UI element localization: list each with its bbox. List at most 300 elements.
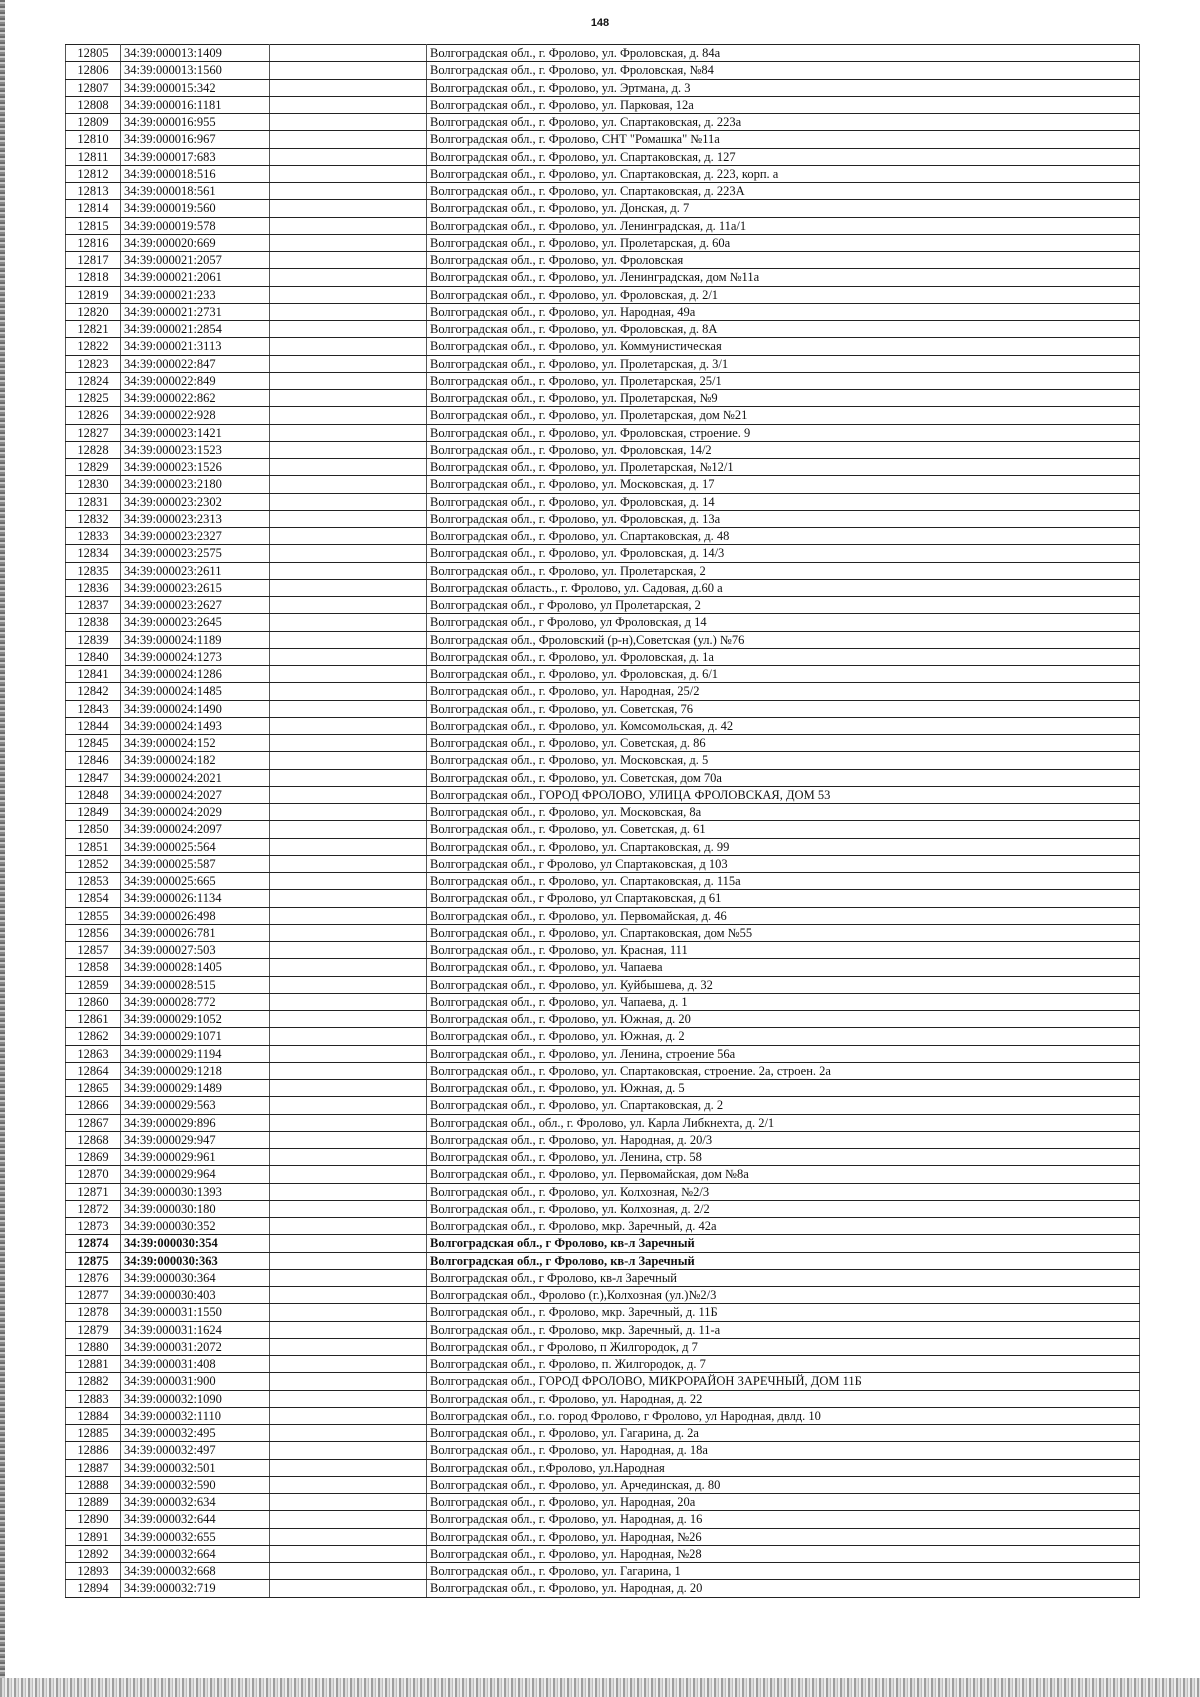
empty-cell bbox=[270, 1373, 427, 1390]
row-number-cell: 12854 bbox=[66, 890, 121, 907]
empty-cell bbox=[270, 1390, 427, 1407]
table-row bbox=[66, 752, 1140, 769]
table-row bbox=[66, 1442, 1140, 1459]
row-number-cell: 12830 bbox=[66, 476, 121, 493]
table-row bbox=[66, 234, 1140, 251]
row-number-cell: 12883 bbox=[66, 1390, 121, 1407]
cadastral-number-cell: 34:39:000030:354 bbox=[121, 1235, 270, 1252]
address-cell: Волгоградская обл., г. Фролово, ул. Фроловская, строение. 9 bbox=[427, 424, 1140, 441]
empty-cell bbox=[270, 942, 427, 959]
empty-cell bbox=[270, 976, 427, 993]
row-number-cell: 12823 bbox=[66, 355, 121, 372]
address-cell: Волгоградская обл., г. Фролово, ул. Ленина, стр. 58 bbox=[427, 1149, 1140, 1166]
empty-cell bbox=[270, 1476, 427, 1493]
cadastral-number-cell: 34:39:000028:515 bbox=[121, 976, 270, 993]
row-number-cell: 12849 bbox=[66, 804, 121, 821]
row-number-cell: 12818 bbox=[66, 269, 121, 286]
cadastral-number-cell: 34:39:000026:498 bbox=[121, 907, 270, 924]
empty-cell bbox=[270, 1545, 427, 1562]
cadastral-number-cell: 34:39:000029:947 bbox=[121, 1131, 270, 1148]
empty-cell bbox=[270, 1338, 427, 1355]
table-row bbox=[66, 459, 1140, 476]
row-number-cell: 12891 bbox=[66, 1528, 121, 1545]
empty-cell bbox=[270, 1183, 427, 1200]
row-number-cell: 12853 bbox=[66, 873, 121, 890]
row-number-cell: 12868 bbox=[66, 1131, 121, 1148]
table-row bbox=[66, 700, 1140, 717]
address-cell: Волгоградская обл., г. Фролово, ул. Спартаковская, д. 223А bbox=[427, 183, 1140, 200]
address-cell: Волгоградская обл., г. Фролово, ул. Чапаева bbox=[427, 959, 1140, 976]
cadastral-number-cell: 34:39:000016:1181 bbox=[121, 96, 270, 113]
table-row bbox=[66, 666, 1140, 683]
row-number-cell: 12881 bbox=[66, 1356, 121, 1373]
address-cell: Волгоградская обл., г. Фролово, ул. Пролетарская, №9 bbox=[427, 390, 1140, 407]
cadastral-number-cell: 34:39:000032:634 bbox=[121, 1494, 270, 1511]
address-cell: Волгоградская обл., г. Фролово, ул. Гагарина, д. 2а bbox=[427, 1425, 1140, 1442]
empty-cell bbox=[270, 372, 427, 389]
row-number-cell: 12806 bbox=[66, 62, 121, 79]
address-cell: Волгоградская обл., г. Фролово, ул. Парковая, 12а bbox=[427, 96, 1140, 113]
row-number-cell: 12880 bbox=[66, 1338, 121, 1355]
table-row bbox=[66, 200, 1140, 217]
address-cell: Волгоградская обл., г. Фролово, ул. Ленинградская, дом №11а bbox=[427, 269, 1140, 286]
address-cell: Волгоградская обл., г. Фролово, ул. Гагарина, 1 bbox=[427, 1563, 1140, 1580]
empty-cell bbox=[270, 1080, 427, 1097]
empty-cell bbox=[270, 79, 427, 96]
address-cell: Волгоградская обл., г.о. город Фролово, г Фролово, ул Народная, двлд. 10 bbox=[427, 1407, 1140, 1424]
cadastral-number-cell: 34:39:000029:961 bbox=[121, 1149, 270, 1166]
row-number-cell: 12851 bbox=[66, 838, 121, 855]
cadastral-number-cell: 34:39:000031:1624 bbox=[121, 1321, 270, 1338]
row-number-cell: 12890 bbox=[66, 1511, 121, 1528]
table-row bbox=[66, 597, 1140, 614]
table-row bbox=[66, 355, 1140, 372]
table-row bbox=[66, 114, 1140, 131]
table-row bbox=[66, 528, 1140, 545]
row-number-cell: 12852 bbox=[66, 855, 121, 872]
cadastral-number-cell: 34:39:000032:501 bbox=[121, 1459, 270, 1476]
empty-cell bbox=[270, 786, 427, 803]
cadastral-number-cell: 34:39:000024:2027 bbox=[121, 786, 270, 803]
address-cell: Волгоградская обл., г. Фролово, ул. Пролетарская, д. 60а bbox=[427, 234, 1140, 251]
address-cell: Волгоградская обл., г. Фролово, ул. Спартаковская, д. 2 bbox=[427, 1097, 1140, 1114]
table-row bbox=[66, 648, 1140, 665]
registry-table-body bbox=[66, 45, 1140, 1598]
address-cell: Волгоградская обл., г.Фролово, ул.Народная bbox=[427, 1459, 1140, 1476]
cadastral-number-cell: 34:39:000015:342 bbox=[121, 79, 270, 96]
cadastral-number-cell: 34:39:000013:1409 bbox=[121, 45, 270, 62]
address-cell: Волгоградская обл., г. Фролово, мкр. Заречный, д. 42а bbox=[427, 1218, 1140, 1235]
table-row bbox=[66, 1200, 1140, 1217]
row-number-cell: 12844 bbox=[66, 717, 121, 734]
cadastral-number-cell: 34:39:000013:1560 bbox=[121, 62, 270, 79]
row-number-cell: 12840 bbox=[66, 648, 121, 665]
cadastral-number-cell: 34:39:000025:564 bbox=[121, 838, 270, 855]
table-row bbox=[66, 735, 1140, 752]
address-cell: Волгоградская обл., ГОРОД ФРОЛОВО, УЛИЦА ФРОЛОВСКАЯ, ДОМ 53 bbox=[427, 786, 1140, 803]
address-cell: Волгоградская обл., г. Фролово, ул. Фроловская, д. 84а bbox=[427, 45, 1140, 62]
empty-cell bbox=[270, 597, 427, 614]
table-row bbox=[66, 390, 1140, 407]
address-cell: Волгоградская обл., г. Фролово, ул. Пролетарская, дом №21 bbox=[427, 407, 1140, 424]
address-cell: Волгоградская обл., г Фролово, ул Спартаковская, д 61 bbox=[427, 890, 1140, 907]
empty-cell bbox=[270, 1062, 427, 1079]
cadastral-number-cell: 34:39:000032:719 bbox=[121, 1580, 270, 1597]
address-cell: Волгоградская обл., г. Фролово, ул. Народная, д. 22 bbox=[427, 1390, 1140, 1407]
table-row bbox=[66, 1476, 1140, 1493]
address-cell: Волгоградская обл., г. Фролово, ул. Пролетарская, 25/1 bbox=[427, 372, 1140, 389]
cadastral-number-cell: 34:39:000019:560 bbox=[121, 200, 270, 217]
address-cell: Волгоградская обл., г. Фролово, ул. Фроловская, д. 14/3 bbox=[427, 545, 1140, 562]
empty-cell bbox=[270, 286, 427, 303]
row-number-cell: 12876 bbox=[66, 1269, 121, 1286]
cadastral-number-cell: 34:39:000024:1485 bbox=[121, 683, 270, 700]
table-row bbox=[66, 1097, 1140, 1114]
empty-cell bbox=[270, 148, 427, 165]
address-cell: Волгоградская обл., г. Фролово, ул. Фроловская, д. 1а bbox=[427, 648, 1140, 665]
table-row bbox=[66, 1459, 1140, 1476]
row-number-cell: 12885 bbox=[66, 1425, 121, 1442]
table-row bbox=[66, 183, 1140, 200]
address-cell: Волгоградская обл., г. Фролово, ул. Первомайская, д. 46 bbox=[427, 907, 1140, 924]
row-number-cell: 12848 bbox=[66, 786, 121, 803]
empty-cell bbox=[270, 1166, 427, 1183]
table-row bbox=[66, 252, 1140, 269]
empty-cell bbox=[270, 683, 427, 700]
address-cell: Волгоградская обл., г. Фролово, ул. Первомайская, дом №8а bbox=[427, 1166, 1140, 1183]
table-row bbox=[66, 424, 1140, 441]
cadastral-number-cell: 34:39:000025:665 bbox=[121, 873, 270, 890]
empty-cell bbox=[270, 890, 427, 907]
row-number-cell: 12873 bbox=[66, 1218, 121, 1235]
table-row bbox=[66, 1580, 1140, 1597]
cadastral-number-cell: 34:39:000025:587 bbox=[121, 855, 270, 872]
row-number-cell: 12809 bbox=[66, 114, 121, 131]
address-cell: Волгоградская обл., г Фролово, кв-л Заречный bbox=[427, 1235, 1140, 1252]
empty-cell bbox=[270, 165, 427, 182]
cadastral-number-cell: 34:39:000017:683 bbox=[121, 148, 270, 165]
row-number-cell: 12886 bbox=[66, 1442, 121, 1459]
empty-cell bbox=[270, 252, 427, 269]
address-cell: Волгоградская обл., г. Фролово, ул. Чапаева, д. 1 bbox=[427, 993, 1140, 1010]
address-cell: Волгоградская обл., г. Фролово, ул. Спартаковская, д. 223, корп. а bbox=[427, 165, 1140, 182]
address-cell: Волгоградская обл., г. Фролово, ул. Народная, д. 18а bbox=[427, 1442, 1140, 1459]
table-row bbox=[66, 1563, 1140, 1580]
cadastral-number-cell: 34:39:000023:2575 bbox=[121, 545, 270, 562]
address-cell: Волгоградская обл., г. Фролово, мкр. Заречный, д. 11Б bbox=[427, 1304, 1140, 1321]
address-cell: Волгоградская обл., г. Фролово, ул. Народная, д. 20/3 bbox=[427, 1131, 1140, 1148]
empty-cell bbox=[270, 1028, 427, 1045]
row-number-cell: 12874 bbox=[66, 1235, 121, 1252]
empty-cell bbox=[270, 234, 427, 251]
address-cell: Волгоградская обл., г. Фролово, ул. Спартаковская, д. 127 bbox=[427, 148, 1140, 165]
table-row bbox=[66, 717, 1140, 734]
table-row bbox=[66, 131, 1140, 148]
cadastral-number-cell: 34:39:000023:2611 bbox=[121, 562, 270, 579]
empty-cell bbox=[270, 993, 427, 1010]
table-row bbox=[66, 838, 1140, 855]
cadastral-number-cell: 34:39:000029:563 bbox=[121, 1097, 270, 1114]
address-cell: Волгоградская обл., г. Фролово, ул. Пролетарская, д. 3/1 bbox=[427, 355, 1140, 372]
empty-cell bbox=[270, 493, 427, 510]
row-number-cell: 12837 bbox=[66, 597, 121, 614]
row-number-cell: 12825 bbox=[66, 390, 121, 407]
table-row bbox=[66, 1545, 1140, 1562]
address-cell: Волгоградская область., г. Фролово, ул. Садовая, д.60 а bbox=[427, 579, 1140, 596]
address-cell: Волгоградская обл., г. Фролово, ул. Фроловская, д. 2/1 bbox=[427, 286, 1140, 303]
table-row bbox=[66, 562, 1140, 579]
empty-cell bbox=[270, 804, 427, 821]
row-number-cell: 12877 bbox=[66, 1287, 121, 1304]
cadastral-number-cell: 34:39:000023:2180 bbox=[121, 476, 270, 493]
empty-cell bbox=[270, 441, 427, 458]
cadastral-number-cell: 34:39:000031:2072 bbox=[121, 1338, 270, 1355]
cadastral-number-cell: 34:39:000024:182 bbox=[121, 752, 270, 769]
empty-cell bbox=[270, 855, 427, 872]
address-cell: Волгоградская обл., г. Фролово, ул. Южная, д. 2 bbox=[427, 1028, 1140, 1045]
cadastral-number-cell: 34:39:000023:2313 bbox=[121, 510, 270, 527]
table-row bbox=[66, 476, 1140, 493]
cadastral-number-cell: 34:39:000029:1489 bbox=[121, 1080, 270, 1097]
cadastral-number-cell: 34:39:000019:578 bbox=[121, 217, 270, 234]
empty-cell bbox=[270, 338, 427, 355]
row-number-cell: 12817 bbox=[66, 252, 121, 269]
table-row bbox=[66, 148, 1140, 165]
table-row bbox=[66, 1166, 1140, 1183]
empty-cell bbox=[270, 183, 427, 200]
row-number-cell: 12813 bbox=[66, 183, 121, 200]
table-row bbox=[66, 976, 1140, 993]
cadastral-number-cell: 34:39:000020:669 bbox=[121, 234, 270, 251]
table-row bbox=[66, 338, 1140, 355]
row-number-cell: 12855 bbox=[66, 907, 121, 924]
empty-cell bbox=[270, 1528, 427, 1545]
row-number-cell: 12841 bbox=[66, 666, 121, 683]
address-cell: Волгоградская обл., г. Фролово, ул. Ленинградская, д. 11а/1 bbox=[427, 217, 1140, 234]
table-row bbox=[66, 1356, 1140, 1373]
address-cell: Волгоградская обл., г. Фролово, ул. Народная, 25/2 bbox=[427, 683, 1140, 700]
row-number-cell: 12847 bbox=[66, 769, 121, 786]
address-cell: Волгоградская обл., г. Фролово, ул. Донская, д. 7 bbox=[427, 200, 1140, 217]
row-number-cell: 12815 bbox=[66, 217, 121, 234]
table-row bbox=[66, 1373, 1140, 1390]
row-number-cell: 12831 bbox=[66, 493, 121, 510]
address-cell: Волгоградская обл., г. Фролово, ул. Ленина, строение 56а bbox=[427, 1045, 1140, 1062]
cadastral-number-cell: 34:39:000021:2854 bbox=[121, 321, 270, 338]
empty-cell bbox=[270, 1200, 427, 1217]
address-cell: Волгоградская обл., г. Фролово, ул. Народная, д. 20 bbox=[427, 1580, 1140, 1597]
row-number-cell: 12887 bbox=[66, 1459, 121, 1476]
table-row bbox=[66, 1080, 1140, 1097]
row-number-cell: 12857 bbox=[66, 942, 121, 959]
address-cell: Волгоградская обл., г. Фролово, СНТ "Ромашка" №11а bbox=[427, 131, 1140, 148]
address-cell: Волгоградская обл., г Фролово, ул Пролетарская, 2 bbox=[427, 597, 1140, 614]
empty-cell bbox=[270, 528, 427, 545]
row-number-cell: 12882 bbox=[66, 1373, 121, 1390]
row-number-cell: 12893 bbox=[66, 1563, 121, 1580]
table-row bbox=[66, 614, 1140, 631]
empty-cell bbox=[270, 1407, 427, 1424]
row-number-cell: 12839 bbox=[66, 631, 121, 648]
cadastral-number-cell: 34:39:000030:180 bbox=[121, 1200, 270, 1217]
cadastral-number-cell: 34:39:000021:233 bbox=[121, 286, 270, 303]
address-cell: Волгоградская обл., г. Фролово, ул. Фроловская, д. 14 bbox=[427, 493, 1140, 510]
table-row bbox=[66, 1269, 1140, 1286]
address-cell: Волгоградская обл., г. Фролово, ул. Фроловская, д. 6/1 bbox=[427, 666, 1140, 683]
cadastral-number-cell: 34:39:000021:3113 bbox=[121, 338, 270, 355]
table-row bbox=[66, 1304, 1140, 1321]
table-row bbox=[66, 510, 1140, 527]
empty-cell bbox=[270, 907, 427, 924]
address-cell: Волгоградская обл., г. Фролово, ул. Комсомольская, д. 42 bbox=[427, 717, 1140, 734]
empty-cell bbox=[270, 1114, 427, 1131]
cadastral-number-cell: 34:39:000028:1405 bbox=[121, 959, 270, 976]
row-number-cell: 12871 bbox=[66, 1183, 121, 1200]
empty-cell bbox=[270, 700, 427, 717]
cadastral-number-cell: 34:39:000023:1421 bbox=[121, 424, 270, 441]
cadastral-number-cell: 34:39:000022:849 bbox=[121, 372, 270, 389]
row-number-cell: 12834 bbox=[66, 545, 121, 562]
row-number-cell: 12819 bbox=[66, 286, 121, 303]
address-cell: Волгоградская обл., г. Фролово, ул. Спартаковская, дом №55 bbox=[427, 924, 1140, 941]
address-cell: Волгоградская обл., г. Фролово, ул. Московская, 8а bbox=[427, 804, 1140, 821]
row-number-cell: 12843 bbox=[66, 700, 121, 717]
row-number-cell: 12832 bbox=[66, 510, 121, 527]
row-number-cell: 12829 bbox=[66, 459, 121, 476]
empty-cell bbox=[270, 1442, 427, 1459]
registry-table bbox=[65, 44, 1140, 1598]
cadastral-number-cell: 34:39:000024:1286 bbox=[121, 666, 270, 683]
row-number-cell: 12894 bbox=[66, 1580, 121, 1597]
table-row bbox=[66, 1235, 1140, 1252]
address-cell: Волгоградская обл., г. Фролово, ул. Народная, №28 bbox=[427, 1545, 1140, 1562]
row-number-cell: 12869 bbox=[66, 1149, 121, 1166]
address-cell: Волгоградская обл., г. Фролово, ул. Фроловская, д. 8А bbox=[427, 321, 1140, 338]
cadastral-number-cell: 34:39:000030:403 bbox=[121, 1287, 270, 1304]
cadastral-number-cell: 34:39:000018:561 bbox=[121, 183, 270, 200]
empty-cell bbox=[270, 1563, 427, 1580]
address-cell: Волгоградская обл., г Фролово, ул Спартаковская, д 103 bbox=[427, 855, 1140, 872]
empty-cell bbox=[270, 1235, 427, 1252]
cadastral-number-cell: 34:39:000029:896 bbox=[121, 1114, 270, 1131]
row-number-cell: 12811 bbox=[66, 148, 121, 165]
cadastral-number-cell: 34:39:000024:2021 bbox=[121, 769, 270, 786]
cadastral-number-cell: 34:39:000016:955 bbox=[121, 114, 270, 131]
row-number-cell: 12828 bbox=[66, 441, 121, 458]
row-number-cell: 12862 bbox=[66, 1028, 121, 1045]
row-number-cell: 12884 bbox=[66, 1407, 121, 1424]
empty-cell bbox=[270, 1494, 427, 1511]
table-row bbox=[66, 1321, 1140, 1338]
table-row bbox=[66, 786, 1140, 803]
row-number-cell: 12863 bbox=[66, 1045, 121, 1062]
cadastral-number-cell: 34:39:000024:2029 bbox=[121, 804, 270, 821]
row-number-cell: 12827 bbox=[66, 424, 121, 441]
table-row bbox=[66, 942, 1140, 959]
cadastral-number-cell: 34:39:000032:655 bbox=[121, 1528, 270, 1545]
table-row bbox=[66, 1390, 1140, 1407]
empty-cell bbox=[270, 752, 427, 769]
address-cell: Волгоградская обл., г. Фролово, ул. Народная, №26 bbox=[427, 1528, 1140, 1545]
table-row bbox=[66, 96, 1140, 113]
address-cell: Волгоградская обл., г Фролово, п Жилгородок, д 7 bbox=[427, 1338, 1140, 1355]
row-number-cell: 12889 bbox=[66, 1494, 121, 1511]
empty-cell bbox=[270, 96, 427, 113]
address-cell: Волгоградская обл., г. Фролово, ул. Московская, д. 5 bbox=[427, 752, 1140, 769]
row-number-cell: 12821 bbox=[66, 321, 121, 338]
address-cell: Волгоградская обл., г. Фролово, ул. Советская, д. 86 bbox=[427, 735, 1140, 752]
address-cell: Волгоградская обл., г Фролово, кв-л Заречный bbox=[427, 1252, 1140, 1269]
table-row bbox=[66, 1149, 1140, 1166]
address-cell: Волгоградская обл., г. Фролово, ул. Колхозная, №2/3 bbox=[427, 1183, 1140, 1200]
address-cell: Волгоградская обл., г. Фролово, ул. Московская, д. 17 bbox=[427, 476, 1140, 493]
address-cell: Волгоградская обл., г. Фролово, ул. Фроловская bbox=[427, 252, 1140, 269]
row-number-cell: 12859 bbox=[66, 976, 121, 993]
table-row bbox=[66, 1114, 1140, 1131]
table-row bbox=[66, 269, 1140, 286]
cadastral-number-cell: 34:39:000023:1523 bbox=[121, 441, 270, 458]
cadastral-number-cell: 34:39:000032:664 bbox=[121, 1545, 270, 1562]
address-cell: Волгоградская обл., г. Фролово, ул. Советская, д. 61 bbox=[427, 821, 1140, 838]
address-cell: Волгоградская обл., г. Фролово, п. Жилгородок, д. 7 bbox=[427, 1356, 1140, 1373]
empty-cell bbox=[270, 648, 427, 665]
address-cell: Волгоградская обл., Фролово (г.),Колхозная (ул.)№2/3 bbox=[427, 1287, 1140, 1304]
address-cell: Волгоградская обл., г. Фролово, ул. Спартаковская, д. 99 bbox=[427, 838, 1140, 855]
address-cell: Волгоградская обл., г. Фролово, ул. Колхозная, д. 2/2 bbox=[427, 1200, 1140, 1217]
empty-cell bbox=[270, 1011, 427, 1028]
cadastral-number-cell: 34:39:000022:862 bbox=[121, 390, 270, 407]
empty-cell bbox=[270, 1097, 427, 1114]
empty-cell bbox=[270, 303, 427, 320]
row-number-cell: 12861 bbox=[66, 1011, 121, 1028]
row-number-cell: 12867 bbox=[66, 1114, 121, 1131]
row-number-cell: 12824 bbox=[66, 372, 121, 389]
empty-cell bbox=[270, 614, 427, 631]
empty-cell bbox=[270, 355, 427, 372]
cadastral-number-cell: 34:39:000029:964 bbox=[121, 1166, 270, 1183]
address-cell: Волгоградская обл., г Фролово, ул Фроловская, д 14 bbox=[427, 614, 1140, 631]
address-cell: Волгоградская обл., г. Фролово, ул. Пролетарская, 2 bbox=[427, 562, 1140, 579]
cadastral-number-cell: 34:39:000024:1273 bbox=[121, 648, 270, 665]
cadastral-number-cell: 34:39:000023:2627 bbox=[121, 597, 270, 614]
table-row bbox=[66, 1511, 1140, 1528]
empty-cell bbox=[270, 1131, 427, 1148]
cadastral-number-cell: 34:39:000032:1090 bbox=[121, 1390, 270, 1407]
empty-cell bbox=[270, 1425, 427, 1442]
empty-cell bbox=[270, 631, 427, 648]
empty-cell bbox=[270, 562, 427, 579]
cadastral-number-cell: 34:39:000028:772 bbox=[121, 993, 270, 1010]
address-cell: Волгоградская обл., г. Фролово, ул. Куйбышева, д. 32 bbox=[427, 976, 1140, 993]
address-cell: Волгоградская обл., г. Фролово, ул. Фроловская, 14/2 bbox=[427, 441, 1140, 458]
empty-cell bbox=[270, 217, 427, 234]
address-cell: Волгоградская обл., обл., г. Фролово, ул. Карла Либкнехта, д. 2/1 bbox=[427, 1114, 1140, 1131]
empty-cell bbox=[270, 321, 427, 338]
table-row bbox=[66, 769, 1140, 786]
empty-cell bbox=[270, 545, 427, 562]
row-number-cell: 12879 bbox=[66, 1321, 121, 1338]
table-row bbox=[66, 1183, 1140, 1200]
scan-left-edge bbox=[0, 0, 5, 1697]
table-row bbox=[66, 407, 1140, 424]
table-row bbox=[66, 1045, 1140, 1062]
row-number-cell: 12814 bbox=[66, 200, 121, 217]
empty-cell bbox=[270, 959, 427, 976]
table-row bbox=[66, 165, 1140, 182]
table-row bbox=[66, 804, 1140, 821]
address-cell: Волгоградская обл., г. Фролово, ул. Арчединская, д. 80 bbox=[427, 1476, 1140, 1493]
row-number-cell: 12822 bbox=[66, 338, 121, 355]
